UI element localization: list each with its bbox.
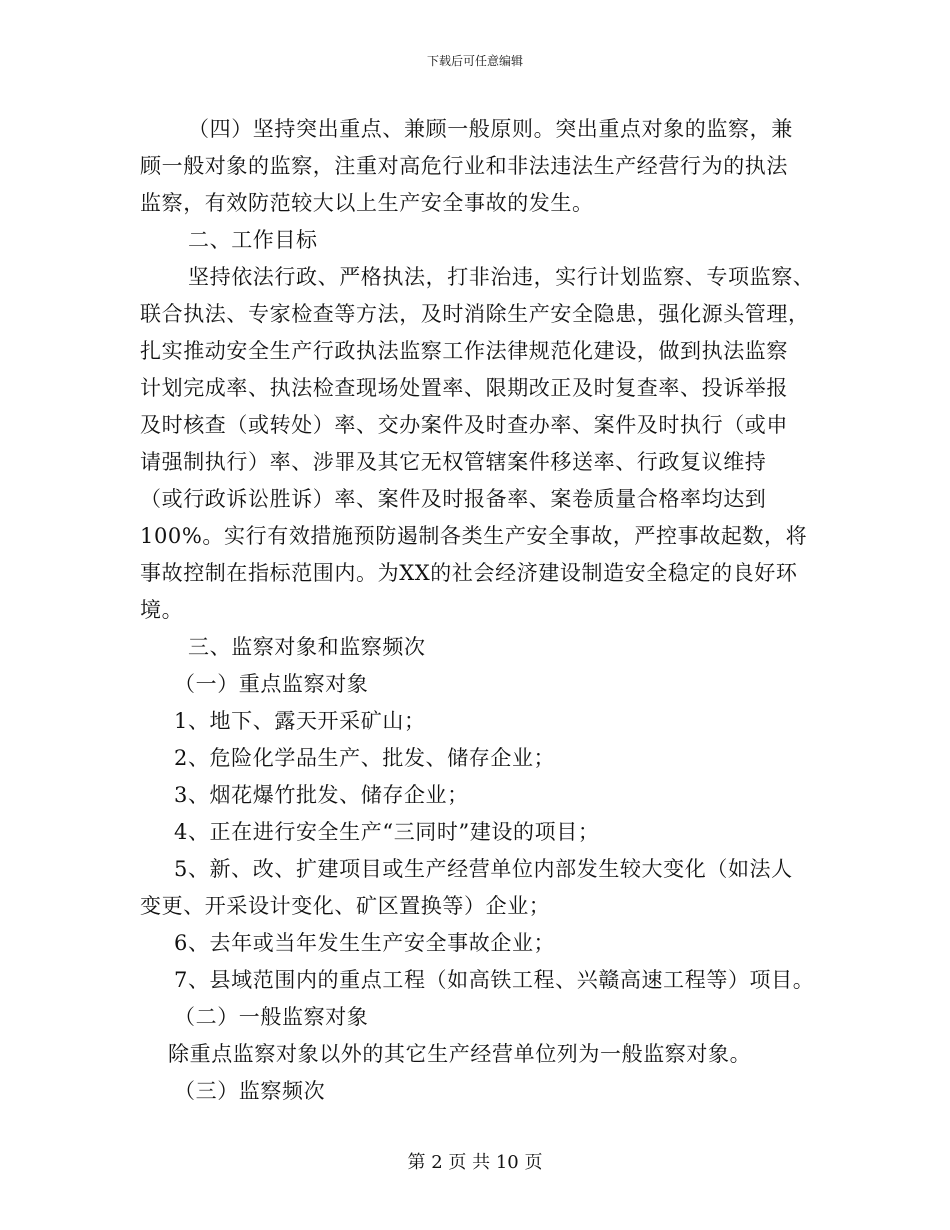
subsection-heading: （一）重点监察对象 bbox=[174, 672, 369, 696]
subsection-heading: （三）监察频次 bbox=[174, 1079, 326, 1103]
paragraph-line: 请强制执行）率、涉罪及其它无权管辖案件移送率、行政复议维持 bbox=[140, 450, 767, 474]
paragraph-line: 监察，有效防范较大以上生产安全事故的发生。 bbox=[140, 191, 594, 215]
page-header-note: 下载后可任意编辑 bbox=[426, 54, 523, 68]
paragraph-line: 坚持依法行政、严格执法，打非治违，实行计划监察、专项监察、 bbox=[188, 265, 815, 289]
section-heading: 二、工作目标 bbox=[188, 228, 318, 252]
paragraph-line: 100%。实行有效措施预防遏制各类生产安全事故，严控事故起数，将 bbox=[140, 524, 808, 548]
paragraph-line: 扎实推动安全生产行政执法监察工作法律规范化建设，做到执法监察 bbox=[140, 339, 788, 363]
list-item-continuation: 变更、开采设计变化、矿区置换等）企业； bbox=[140, 894, 551, 918]
list-item: 7、县域范围内的重点工程（如高铁工程、兴赣高速工程等）项目。 bbox=[174, 968, 815, 992]
paragraph-line: 除重点监察对象以外的其它生产经营单位列为一般监察对象。 bbox=[168, 1042, 752, 1066]
list-item: 3、烟花爆竹批发、储存企业； bbox=[174, 783, 469, 807]
paragraph-line: 及时核查（或转处）率、交办案件及时查办率、案件及时执行（或申 bbox=[140, 413, 788, 437]
list-item: 5、新、改、扩建项目或生产经营单位内部发生较大变化（如法人 bbox=[174, 857, 793, 881]
paragraph-line: （四）坚持突出重点、兼顾一般原则。突出重点对象的监察，兼 bbox=[188, 117, 793, 141]
paragraph-line: 顾一般对象的监察，注重对高危行业和非法违法生产经营行为的执法 bbox=[140, 154, 788, 178]
paragraph-line: 境。 bbox=[140, 598, 184, 622]
list-item: 6、去年或当年发生生产安全事故企业； bbox=[174, 931, 556, 955]
paragraph-line: 联合执法、专家检查等方法，及时消除生产安全隐患，强化源头管理， bbox=[140, 302, 810, 326]
paragraph-line: 事故控制在指标范围内。为XX的社会经济建设制造安全稳定的良好环 bbox=[140, 561, 798, 585]
document-body bbox=[140, 111, 830, 1110]
list-item: 1、地下、露天开采矿山； bbox=[174, 709, 426, 733]
section-heading: 三、监察对象和监察频次 bbox=[188, 635, 426, 659]
paragraph-line: （或行政诉讼胜诉）率、案件及时报备率、案卷质量合格率均达到 bbox=[140, 487, 767, 511]
paragraph-line: 计划完成率、执法检查现场处置率、限期改正及时复查率、投诉举报 bbox=[140, 376, 788, 400]
list-item: 2、危险化学品生产、批发、储存企业； bbox=[174, 746, 556, 770]
page-number: 第 2 页 共 10 页 bbox=[407, 1152, 543, 1173]
subsection-heading: （二）一般监察对象 bbox=[174, 1005, 369, 1029]
list-item: 4、正在进行安全生产“三同时”建设的项目； bbox=[174, 820, 600, 844]
